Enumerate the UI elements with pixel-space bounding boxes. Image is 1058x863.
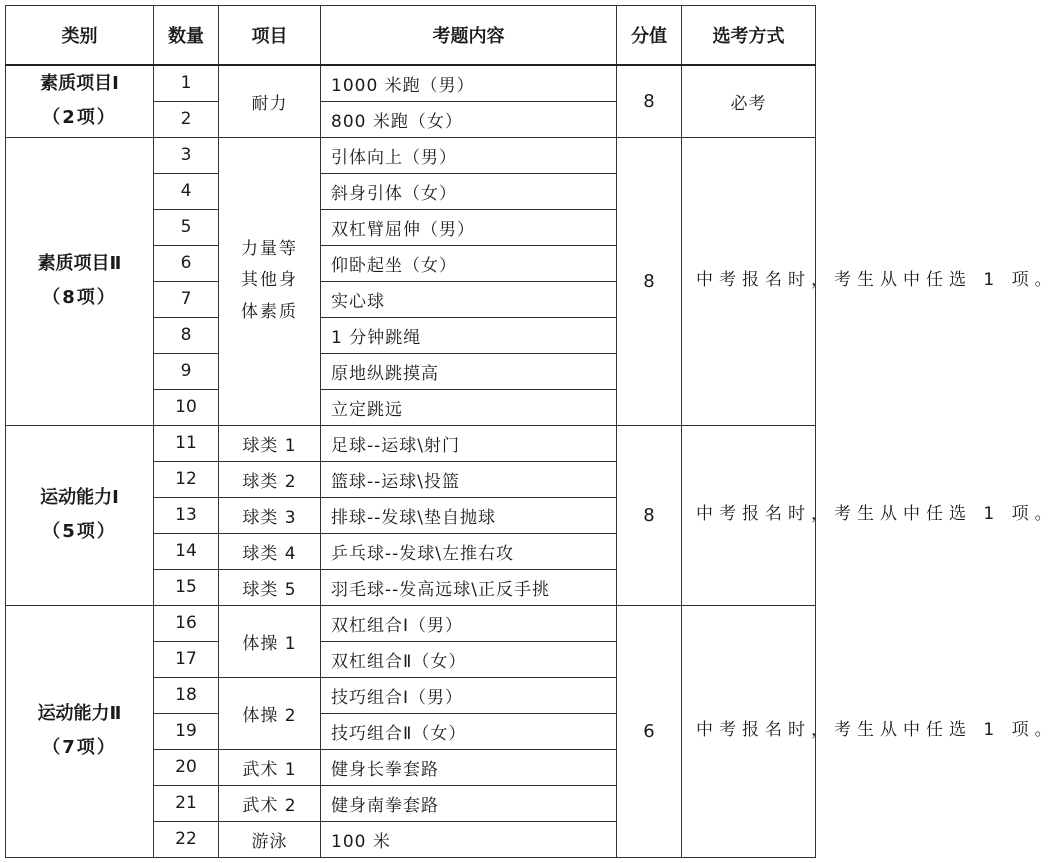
item-content: 乒乓球--发球\左推右攻: [321, 533, 617, 569]
category-name: 素质项目Ⅰ: [40, 73, 119, 95]
category-count: （8项）: [42, 287, 117, 309]
item-content: 原地纵跳摸高: [321, 353, 617, 389]
item-number: 15: [154, 569, 219, 605]
item-content: 羽毛球--发高远球\正反手挑: [321, 569, 617, 605]
item-number: 10: [154, 389, 219, 425]
category-cell: [6, 605, 154, 857]
item-number: 9: [154, 353, 219, 389]
item-number: 7: [154, 281, 219, 317]
item-content: 800 米跑（女）: [321, 101, 617, 137]
item-content: 实心球: [321, 281, 617, 317]
project-cell: 武术 2: [219, 785, 321, 821]
item-number: 16: [154, 605, 219, 641]
score-cell: 8: [617, 65, 682, 137]
table-row: [6, 137, 816, 173]
category-cell: [6, 425, 154, 605]
item-content: 立定跳远: [321, 389, 617, 425]
project-cell: 球类 1: [219, 425, 321, 461]
item-number: 18: [154, 677, 219, 713]
header-count: 数量: [154, 6, 219, 66]
item-content: 引体向上（男）: [321, 137, 617, 173]
category-count: （5项）: [42, 521, 117, 543]
project-cell: 球类 3: [219, 497, 321, 533]
category-name: 素质项目Ⅱ: [37, 252, 122, 274]
project-cell: 球类 4: [219, 533, 321, 569]
item-content: 双杠组合Ⅰ（男）: [321, 605, 617, 641]
item-number: 12: [154, 461, 219, 497]
category-count: （2项）: [42, 107, 117, 129]
item-content: 仰卧起坐（女）: [321, 245, 617, 281]
category-cell: [6, 65, 154, 137]
item-content: 技巧组合Ⅰ（男）: [321, 677, 617, 713]
item-number: 21: [154, 785, 219, 821]
table-row: [6, 425, 816, 461]
item-number: 5: [154, 209, 219, 245]
item-content: 足球--运球\射门: [321, 425, 617, 461]
method-cell: 中考报名时，考生从中任选 1 项。: [682, 137, 816, 425]
project-cell: [219, 137, 321, 425]
item-number: 3: [154, 137, 219, 173]
item-number: 4: [154, 173, 219, 209]
category-cell: [6, 137, 154, 425]
score-cell: 8: [617, 425, 682, 605]
item-number: 1: [154, 65, 219, 101]
score-cell: 6: [617, 605, 682, 857]
project-line: 其他身: [241, 270, 298, 291]
item-number: 2: [154, 101, 219, 137]
category-name: 运动能力Ⅰ: [40, 487, 119, 508]
item-number: 20: [154, 749, 219, 785]
item-content: 100 米: [321, 821, 617, 857]
project-cell: 耐力: [219, 65, 321, 137]
project-cell: 球类 5: [219, 569, 321, 605]
item-content: 排球--发球\垫自抛球: [321, 497, 617, 533]
header-content: 考题内容: [321, 6, 617, 66]
exam-items-table: [5, 5, 1058, 858]
item-content: 健身长拳套路: [321, 749, 617, 785]
item-number: 14: [154, 533, 219, 569]
item-number: 17: [154, 641, 219, 677]
method-cell: 必考: [682, 65, 816, 137]
table-row: [6, 65, 816, 101]
item-content: 1000 米跑（男）: [321, 65, 617, 101]
item-content: 健身南拳套路: [321, 785, 617, 821]
category-name: 运动能力Ⅱ: [37, 703, 122, 725]
project-cell: 武术 1: [219, 749, 321, 785]
header-method: 选考方式: [682, 6, 816, 66]
item-content: 技巧组合Ⅱ（女）: [321, 713, 617, 749]
table-row: [6, 605, 816, 641]
category-count: （7项）: [42, 737, 117, 759]
item-number: 11: [154, 425, 219, 461]
item-content: 篮球--运球\投篮: [321, 461, 617, 497]
item-content: 斜身引体（女）: [321, 173, 617, 209]
header-score: 分值: [617, 6, 682, 66]
project-line: 力量等: [241, 238, 298, 259]
header-row: [6, 6, 816, 66]
project-line: 体素质: [241, 301, 298, 322]
item-content: 双杠组合Ⅱ（女）: [321, 641, 617, 677]
item-number: 8: [154, 317, 219, 353]
project-cell: 球类 2: [219, 461, 321, 497]
method-cell: 中考报名时，考生从中任选 1 项。: [682, 605, 816, 857]
method-cell: 中考报名时，考生从中任选 1 项。: [682, 425, 816, 605]
header-category: 类别: [6, 6, 154, 66]
item-number: 19: [154, 713, 219, 749]
item-content: 1 分钟跳绳: [321, 317, 617, 353]
item-number: 13: [154, 497, 219, 533]
score-cell: 8: [617, 137, 682, 425]
project-cell: 游泳: [219, 821, 321, 857]
item-number: 6: [154, 245, 219, 281]
item-number: 22: [154, 821, 219, 857]
project-cell: 体操 1: [219, 605, 321, 677]
header-project: 项目: [219, 6, 321, 66]
project-cell: 体操 2: [219, 677, 321, 749]
item-content: 双杠臂屈伸（男）: [321, 209, 617, 245]
